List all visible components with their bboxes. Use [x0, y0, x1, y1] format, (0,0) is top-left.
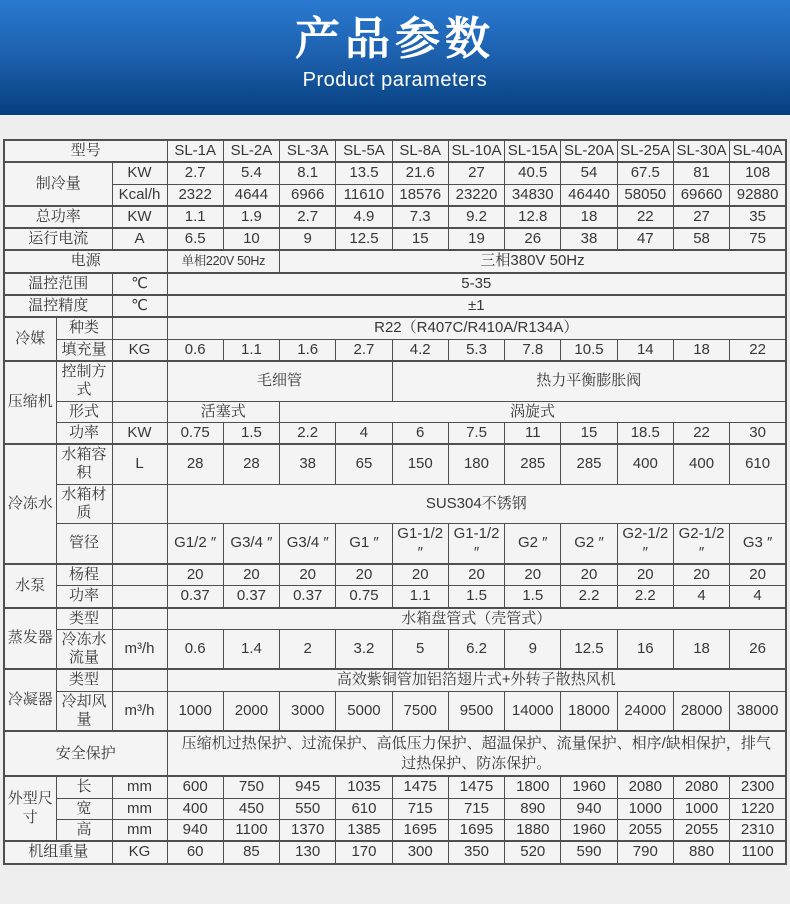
value-cell: 15	[561, 422, 617, 444]
value-cell: 1.1	[167, 206, 223, 228]
value-cell: 20	[505, 564, 561, 586]
value-cell: 21.6	[392, 162, 448, 184]
value-cell: 7.8	[505, 339, 561, 361]
row-label-height: 高	[56, 819, 112, 841]
value-cell: 75	[730, 228, 786, 250]
value-cell: 600	[167, 776, 223, 798]
value-cell: 6.5	[167, 228, 223, 250]
value-cell: 16	[617, 629, 673, 669]
row-models	[4, 140, 786, 162]
value-cell: 10	[223, 228, 279, 250]
power-supply-single-phase: 单相220V 50Hz	[167, 250, 280, 272]
value-cell: 1100	[223, 819, 279, 841]
value-cell: 1385	[336, 819, 392, 841]
row-pipe-diameter	[4, 524, 786, 564]
value-cell: 12.5	[561, 629, 617, 669]
unit-cell	[112, 608, 167, 630]
row-power-supply	[4, 250, 786, 272]
value-cell: 1.9	[223, 206, 279, 228]
value-cell: 12.5	[336, 228, 392, 250]
value-cell: 0.37	[280, 586, 336, 608]
evaporator-type-value: 水箱盘管式（壳管式）	[167, 608, 786, 630]
tank-material-value: SUS304不锈钢	[167, 484, 786, 524]
value-cell: 590	[561, 841, 617, 863]
unit-cell: KW	[112, 162, 167, 184]
row-refrigerant-type	[4, 317, 786, 339]
value-cell: 400	[673, 444, 729, 484]
row-label-evaporator-type: 类型	[56, 608, 112, 630]
value-cell: 9.2	[448, 206, 504, 228]
category-label-refrigerant: 冷媒	[4, 317, 56, 361]
row-pump-head	[4, 564, 786, 586]
value-cell: 9	[280, 228, 336, 250]
value-cell: 1800	[505, 776, 561, 798]
value-cell: 750	[223, 776, 279, 798]
value-cell: 27	[448, 162, 504, 184]
row-cooling-kcal	[4, 184, 786, 206]
value-cell: 58	[673, 228, 729, 250]
value-cell: 7.5	[448, 422, 504, 444]
unit-cell: KW	[112, 206, 167, 228]
unit-cell	[112, 524, 167, 564]
row-label-safety-protection: 安全保护	[4, 731, 167, 776]
row-pump-power	[4, 586, 786, 608]
value-cell: 81	[673, 162, 729, 184]
compressor-form-piston: 活塞式	[167, 401, 280, 422]
value-cell: 22	[730, 339, 786, 361]
value-cell: 22	[617, 206, 673, 228]
value-cell: 20	[448, 564, 504, 586]
row-label-running-current: 运行电流	[4, 228, 112, 250]
row-dimension-length	[4, 776, 786, 798]
value-cell: 1695	[392, 819, 448, 841]
value-cell: 20	[280, 564, 336, 586]
row-dimension-height	[4, 819, 786, 841]
row-running-current	[4, 228, 786, 250]
value-cell: SL-10A	[448, 140, 504, 162]
value-cell: 1960	[561, 819, 617, 841]
unit-cell: Kcal/h	[112, 184, 167, 206]
value-cell: 4	[336, 422, 392, 444]
value-cell: G1-1/2 ″	[392, 524, 448, 564]
value-cell: 10.5	[561, 339, 617, 361]
unit-cell	[112, 361, 167, 401]
row-evaporator-flow	[4, 629, 786, 669]
value-cell: 20	[730, 564, 786, 586]
value-cell: 2080	[617, 776, 673, 798]
value-cell: 940	[561, 798, 617, 819]
value-cell: SL-2A	[223, 140, 279, 162]
value-cell: 0.75	[167, 422, 223, 444]
row-tank-volume	[4, 444, 786, 484]
value-cell: SL-15A	[505, 140, 561, 162]
value-cell: 26	[730, 629, 786, 669]
row-label-compressor-control: 控制方式	[56, 361, 112, 401]
value-cell: 2310	[730, 819, 786, 841]
value-cell: 0.37	[223, 586, 279, 608]
value-cell: 6	[392, 422, 448, 444]
row-label-evaporator-flow: 冷冻水流量	[56, 629, 112, 669]
unit-cell	[112, 484, 167, 524]
value-cell: 11	[505, 422, 561, 444]
value-cell: 54	[561, 162, 617, 184]
page-subtitle: Product parameters	[302, 68, 488, 91]
unit-cell: KW	[112, 422, 167, 444]
value-cell: 65	[336, 444, 392, 484]
value-cell: 450	[223, 798, 279, 819]
value-cell: 2000	[223, 691, 279, 731]
value-cell: 12.8	[505, 206, 561, 228]
row-compressor-control	[4, 361, 786, 401]
value-cell: 2.2	[561, 586, 617, 608]
value-cell: 11610	[336, 184, 392, 206]
page-title: 产品参数	[294, 13, 495, 64]
unit-cell: A	[112, 228, 167, 250]
value-cell: 69660	[673, 184, 729, 206]
temp-precision-value: ±1	[167, 295, 786, 317]
value-cell: 9	[505, 629, 561, 669]
value-cell: G2-1/2 ″	[673, 524, 729, 564]
value-cell: 1100	[730, 841, 786, 863]
value-cell: 4	[730, 586, 786, 608]
value-cell: 715	[392, 798, 448, 819]
value-cell: 4.2	[392, 339, 448, 361]
value-cell: 2.2	[617, 586, 673, 608]
unit-cell: mm	[112, 798, 167, 819]
value-cell: 1035	[336, 776, 392, 798]
value-cell: G3/4 ″	[223, 524, 279, 564]
value-cell: SL-25A	[617, 140, 673, 162]
value-cell: 46440	[561, 184, 617, 206]
row-evaporator-type	[4, 608, 786, 630]
value-cell: 22	[673, 422, 729, 444]
value-cell: 790	[617, 841, 673, 863]
value-cell: 1695	[448, 819, 504, 841]
value-cell: 30	[730, 422, 786, 444]
value-cell: 6966	[280, 184, 336, 206]
value-cell: 1220	[730, 798, 786, 819]
value-cell: 2.7	[280, 206, 336, 228]
value-cell: SL-3A	[280, 140, 336, 162]
value-cell: 285	[505, 444, 561, 484]
value-cell: 5000	[336, 691, 392, 731]
row-label-condenser-type: 类型	[56, 669, 112, 691]
value-cell: 108	[730, 162, 786, 184]
value-cell: SL-1A	[167, 140, 223, 162]
value-cell: 4	[673, 586, 729, 608]
row-refrigerant-charge	[4, 339, 786, 361]
value-cell: 1475	[448, 776, 504, 798]
page-header-banner	[0, 0, 790, 115]
value-cell: 1.1	[223, 339, 279, 361]
value-cell: 180	[448, 444, 504, 484]
value-cell: 0.75	[336, 586, 392, 608]
category-label-evaporator: 蒸发器	[4, 608, 56, 670]
row-dimension-width	[4, 798, 786, 819]
value-cell: 28000	[673, 691, 729, 731]
unit-cell: mm	[112, 819, 167, 841]
value-cell: 1960	[561, 776, 617, 798]
row-tank-material	[4, 484, 786, 524]
value-cell: 1000	[617, 798, 673, 819]
value-cell: 6.2	[448, 629, 504, 669]
compressor-control-expansion-valve: 热力平衡膨胀阀	[392, 361, 786, 401]
value-cell: 20	[336, 564, 392, 586]
value-cell: 400	[167, 798, 223, 819]
value-cell: 2.7	[167, 162, 223, 184]
value-cell: 2.7	[336, 339, 392, 361]
value-cell: G1 ″	[336, 524, 392, 564]
value-cell: 8.1	[280, 162, 336, 184]
value-cell: 2300	[730, 776, 786, 798]
refrigerant-type-value: R22（R407C/R410A/R134A）	[167, 317, 786, 339]
value-cell: 1000	[673, 798, 729, 819]
value-cell: 4.9	[336, 206, 392, 228]
unit-cell: mm	[112, 776, 167, 798]
value-cell: 0.37	[167, 586, 223, 608]
value-cell: 35	[730, 206, 786, 228]
value-cell: 890	[505, 798, 561, 819]
value-cell: 34830	[505, 184, 561, 206]
value-cell: 300	[392, 841, 448, 863]
value-cell: SL-40A	[730, 140, 786, 162]
safety-protection-value: 压缩机过热保护、过流保护、高低压力保护、超温保护、流量保护、相序/缺相保护，排气过热保护、防冻保护。	[167, 731, 786, 776]
row-label-unit-weight: 机组重量	[4, 841, 112, 863]
value-cell: 28	[223, 444, 279, 484]
value-cell: 19	[448, 228, 504, 250]
value-cell: 18.5	[617, 422, 673, 444]
row-unit-weight	[4, 841, 786, 863]
value-cell: SL-5A	[336, 140, 392, 162]
value-cell: 38	[280, 444, 336, 484]
value-cell: SL-30A	[673, 140, 729, 162]
row-condenser-type	[4, 669, 786, 691]
value-cell: 26	[505, 228, 561, 250]
compressor-form-scroll: 涡旋式	[280, 401, 786, 422]
row-label-power-supply: 电源	[4, 250, 167, 272]
row-label-length: 长	[56, 776, 112, 798]
value-cell: 23220	[448, 184, 504, 206]
value-cell: 1.4	[223, 629, 279, 669]
value-cell: 2055	[617, 819, 673, 841]
value-cell: 2322	[167, 184, 223, 206]
value-cell: 880	[673, 841, 729, 863]
value-cell: 2080	[673, 776, 729, 798]
value-cell: 24000	[617, 691, 673, 731]
value-cell: 550	[280, 798, 336, 819]
unit-cell: ℃	[112, 273, 167, 295]
unit-cell	[112, 317, 167, 339]
value-cell: 4644	[223, 184, 279, 206]
value-cell: 1.1	[392, 586, 448, 608]
row-label-temp-precision: 温控精度	[4, 295, 112, 317]
row-label-tank-material: 水箱材质	[56, 484, 112, 524]
row-compressor-form	[4, 401, 786, 422]
row-label-condenser-airflow: 冷却风量	[56, 691, 112, 731]
value-cell: G2 ″	[505, 524, 561, 564]
value-cell: 38	[561, 228, 617, 250]
value-cell: 14	[617, 339, 673, 361]
unit-cell	[112, 401, 167, 422]
row-label-temp-range: 温控范围	[4, 273, 112, 295]
row-label-refrigerant-type: 种类	[56, 317, 112, 339]
value-cell: G3/4 ″	[280, 524, 336, 564]
value-cell: 610	[730, 444, 786, 484]
row-temp-range	[4, 273, 786, 295]
category-label-water-pump: 水泵	[4, 564, 56, 608]
row-temp-precision	[4, 295, 786, 317]
row-cooling-kw	[4, 162, 786, 184]
category-label-compressor: 压缩机	[4, 361, 56, 444]
value-cell: 20	[561, 564, 617, 586]
value-cell: 1370	[280, 819, 336, 841]
value-cell: 20	[673, 564, 729, 586]
value-cell: 3.2	[336, 629, 392, 669]
value-cell: 92880	[730, 184, 786, 206]
value-cell: G1-1/2 ″	[448, 524, 504, 564]
unit-cell	[112, 564, 167, 586]
category-label-chilled-water: 冷冻水	[4, 444, 56, 564]
row-compressor-power	[4, 422, 786, 444]
row-total-power	[4, 206, 786, 228]
value-cell: SL-20A	[561, 140, 617, 162]
value-cell: 60	[167, 841, 223, 863]
value-cell: 945	[280, 776, 336, 798]
value-cell: 520	[505, 841, 561, 863]
unit-cell: m³/h	[112, 629, 167, 669]
value-cell: G3 ″	[730, 524, 786, 564]
value-cell: 2	[280, 629, 336, 669]
value-cell: G2-1/2 ″	[617, 524, 673, 564]
row-label-pump-power: 功率	[56, 586, 112, 608]
unit-cell: L	[112, 444, 167, 484]
product-parameters-table	[3, 139, 787, 865]
unit-cell	[112, 586, 167, 608]
value-cell: 610	[336, 798, 392, 819]
value-cell: 1.5	[223, 422, 279, 444]
value-cell: 85	[223, 841, 279, 863]
row-label-width: 宽	[56, 798, 112, 819]
category-label-dimensions: 外型尺寸	[4, 776, 56, 841]
row-label-tank-volume: 水箱容积	[56, 444, 112, 484]
row-label-model: 型号	[4, 140, 167, 162]
value-cell: 18	[673, 339, 729, 361]
value-cell: 20	[223, 564, 279, 586]
value-cell: 7.3	[392, 206, 448, 228]
value-cell: 1.6	[280, 339, 336, 361]
value-cell: 3000	[280, 691, 336, 731]
value-cell: 18576	[392, 184, 448, 206]
value-cell: 15	[392, 228, 448, 250]
row-label-pipe-diameter: 管径	[56, 524, 112, 564]
table-container	[0, 115, 790, 865]
row-label-refrigerant-charge: 填充量	[56, 339, 112, 361]
value-cell: 170	[336, 841, 392, 863]
value-cell: 285	[561, 444, 617, 484]
value-cell: G1/2 ″	[167, 524, 223, 564]
unit-cell: m³/h	[112, 691, 167, 731]
value-cell: 9500	[448, 691, 504, 731]
value-cell: 18000	[561, 691, 617, 731]
value-cell: 130	[280, 841, 336, 863]
value-cell: 715	[448, 798, 504, 819]
compressor-control-capillary: 毛细管	[167, 361, 392, 401]
value-cell: SL-8A	[392, 140, 448, 162]
value-cell: 14000	[505, 691, 561, 731]
value-cell: 1880	[505, 819, 561, 841]
row-label-total-power: 总功率	[4, 206, 112, 228]
row-condenser-airflow	[4, 691, 786, 731]
value-cell: 5.4	[223, 162, 279, 184]
value-cell: 20	[167, 564, 223, 586]
row-label-cooling-capacity: 制冷量	[4, 162, 112, 206]
value-cell: 27	[673, 206, 729, 228]
value-cell: 1000	[167, 691, 223, 731]
unit-cell: KG	[112, 841, 167, 863]
value-cell: 2055	[673, 819, 729, 841]
value-cell: 0.6	[167, 629, 223, 669]
value-cell: 47	[617, 228, 673, 250]
value-cell: 5	[392, 629, 448, 669]
value-cell: 20	[617, 564, 673, 586]
unit-cell: ℃	[112, 295, 167, 317]
row-label-compressor-form: 形式	[56, 401, 112, 422]
value-cell: 5.3	[448, 339, 504, 361]
power-supply-three-phase: 三相380V 50Hz	[280, 250, 786, 272]
condenser-type-value: 高效紫铜管加铝箔翅片式+外转子散热风机	[167, 669, 786, 691]
value-cell: 58050	[617, 184, 673, 206]
value-cell: 1.5	[448, 586, 504, 608]
value-cell: G2 ″	[561, 524, 617, 564]
value-cell: 67.5	[617, 162, 673, 184]
unit-cell	[112, 669, 167, 691]
value-cell: 20	[392, 564, 448, 586]
value-cell: 40.5	[505, 162, 561, 184]
value-cell: 18	[673, 629, 729, 669]
category-label-condenser: 冷凝器	[4, 669, 56, 731]
value-cell: 28	[167, 444, 223, 484]
value-cell: 38000	[730, 691, 786, 731]
temp-range-value: 5-35	[167, 273, 786, 295]
value-cell: 350	[448, 841, 504, 863]
value-cell: 1475	[392, 776, 448, 798]
unit-cell: KG	[112, 339, 167, 361]
value-cell: 13.5	[336, 162, 392, 184]
value-cell: 2.2	[280, 422, 336, 444]
row-label-pump-head: 杨程	[56, 564, 112, 586]
value-cell: 18	[561, 206, 617, 228]
value-cell: 0.6	[167, 339, 223, 361]
row-safety-protection	[4, 731, 786, 776]
row-label-compressor-power: 功率	[56, 422, 112, 444]
value-cell: 400	[617, 444, 673, 484]
value-cell: 7500	[392, 691, 448, 731]
value-cell: 150	[392, 444, 448, 484]
value-cell: 1.5	[505, 586, 561, 608]
value-cell: 940	[167, 819, 223, 841]
